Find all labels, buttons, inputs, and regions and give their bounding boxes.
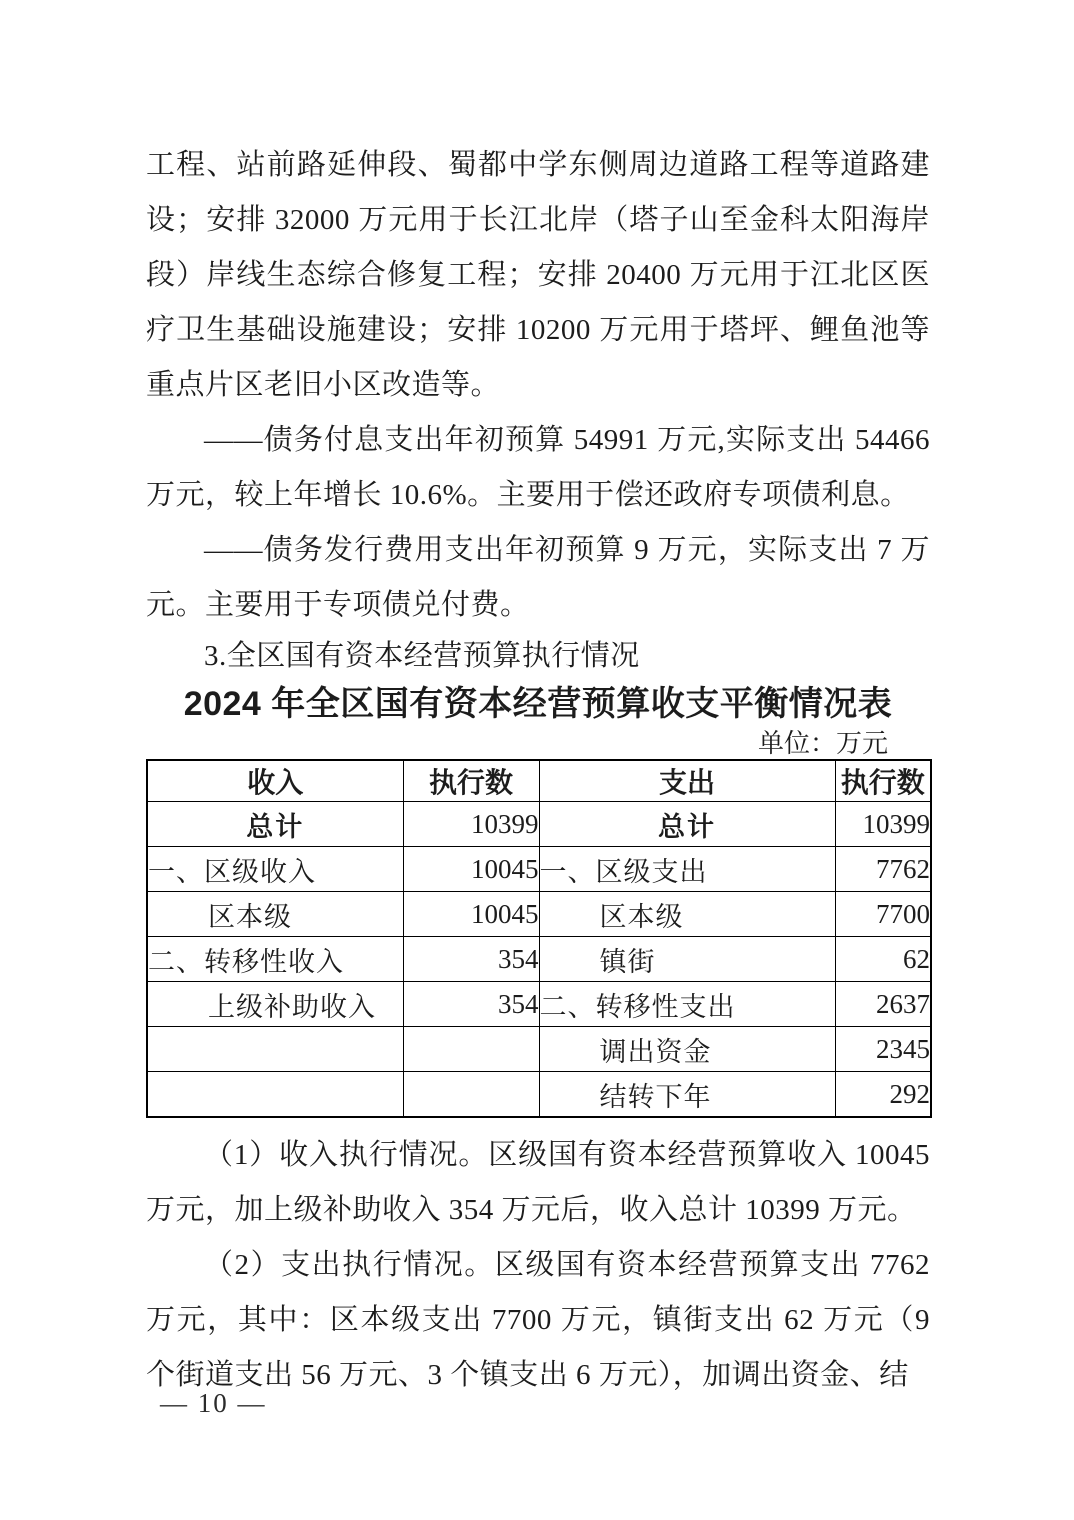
- paragraph-debt-issuance-fee: ——债务发行费用支出年初预算 9 万元，实际支出 7 万元。主要用于专项债兑付费。: [146, 534, 930, 621]
- expense-value-cell: 10399: [835, 802, 931, 847]
- unit-label: 单位：万元: [757, 729, 888, 758]
- paragraph-road-construction: 工程、站前路延伸段、蜀都中学东侧周边道路工程等道路建设；安排 32000 万元用于长江北岸（塔子山至金科太阳海岸段）岸线生态综合修复工程；安排 20400 万元用于江北区医疗卫生基础设施建设；安排 10200 万元用于塔坪、鲤鱼池等重点片区老旧小区改造等。: [146, 149, 930, 401]
- income-label-cell: 总计: [147, 802, 403, 847]
- header-expense-exec: 执行数: [835, 760, 931, 802]
- income-value-cell: 354: [403, 982, 539, 1027]
- budget-balance-table: [146, 759, 932, 1118]
- income-value-cell: 10399: [403, 802, 539, 847]
- income-value-cell: 10045: [403, 847, 539, 892]
- expense-value-cell: 62: [835, 937, 931, 982]
- income-label-cell-empty: [147, 1027, 403, 1072]
- page-number: — 10 —: [160, 1388, 267, 1418]
- expense-label-cell: 区本级: [539, 892, 835, 937]
- table-row: [147, 847, 931, 892]
- income-value-cell-empty: [403, 1072, 539, 1118]
- expense-value-cell: 2345: [835, 1027, 931, 1072]
- income-label-cell: 二、转移性收入: [147, 937, 403, 982]
- expense-label-cell: 总计: [539, 802, 835, 847]
- expense-value-cell: 7700: [835, 892, 931, 937]
- table-row: [147, 1027, 931, 1072]
- expense-label-cell: 调出资金: [539, 1027, 835, 1072]
- expense-value-cell: 292: [835, 1072, 931, 1118]
- income-value-cell: 10045: [403, 892, 539, 937]
- header-expense: 支出: [539, 760, 835, 802]
- table-header-row: [147, 760, 931, 802]
- expense-label-cell: 二、转移性支出: [539, 982, 835, 1027]
- header-income: 收入: [147, 760, 403, 802]
- table-row: [147, 1072, 931, 1118]
- income-label-cell: 上级补助收入: [147, 982, 403, 1027]
- expense-value-cell: 7762: [835, 847, 931, 892]
- expense-value-cell: 2637: [835, 982, 931, 1027]
- income-label-cell: 区本级: [147, 892, 403, 937]
- income-value-cell-empty: [403, 1027, 539, 1072]
- table-row: [147, 982, 931, 1027]
- page-content: [146, 138, 930, 1403]
- income-value-cell: 354: [403, 937, 539, 982]
- table-row: [147, 802, 931, 847]
- income-label-cell: 一、区级收入: [147, 847, 403, 892]
- expense-label-cell: 一、区级支出: [539, 847, 835, 892]
- table-title: 2024 年全区国有资本经营预算收支平衡情况表: [183, 685, 893, 723]
- paragraph-debt-interest: ——债务付息支出年初预算 54991 万元,实际支出 54466 万元，较上年增长 10.6%。主要用于偿还政府专项债利息。: [146, 424, 930, 511]
- income-label-cell-empty: [147, 1072, 403, 1118]
- table-row: [147, 892, 931, 937]
- header-income-exec: 执行数: [403, 760, 539, 802]
- paragraph-income-execution: （1）收入执行情况。区级国有资本经营预算收入 10045 万元，加上级补助收入 354 万元后，收入总计 10399 万元。: [146, 1139, 930, 1226]
- expense-label-cell: 结转下年: [539, 1072, 835, 1118]
- paragraph-expense-execution: （2）支出执行情况。区级国有资本经营预算支出 7762 万元，其中：区本级支出 7700 万元，镇街支出 62 万元（9 个街道支出 56 万元、3 个镇支出 6 万元），加调出资金、结: [146, 1249, 930, 1391]
- section-heading: 3.全区国有资本经营预算执行情况: [204, 640, 640, 672]
- table-row: [147, 937, 931, 982]
- expense-label-cell: 镇街: [539, 937, 835, 982]
